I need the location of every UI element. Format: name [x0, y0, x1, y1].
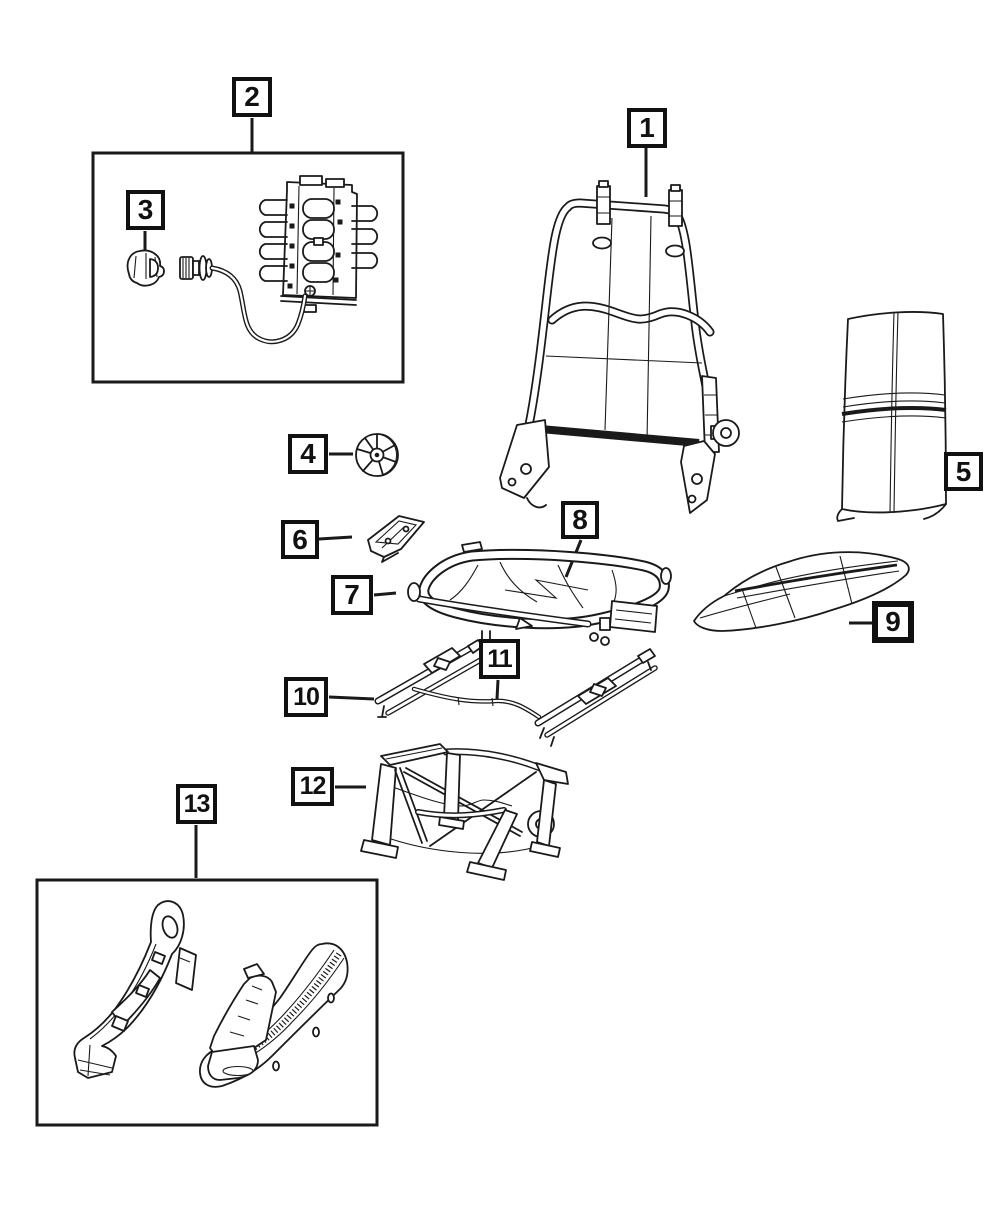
part-12-riser: [361, 744, 568, 880]
callout-12[interactable]: [291, 767, 334, 806]
callout-7[interactable]: [331, 575, 373, 615]
callout-10-label: 10: [293, 682, 319, 711]
callout-8-label: 8: [572, 504, 588, 535]
callout-11-label: 11: [487, 644, 512, 673]
callout-2-label: 2: [244, 81, 260, 112]
callout-12-label: 12: [299, 772, 326, 800]
callout-4-label: 4: [300, 438, 316, 469]
callout-8[interactable]: [561, 501, 599, 539]
callout-10[interactable]: [284, 677, 328, 717]
part-1-seat-back-frame: [500, 181, 739, 513]
part-4-adjuster-wheel: [356, 434, 398, 476]
callout-2[interactable]: [232, 77, 272, 117]
lumbar-element-mat: [260, 176, 377, 312]
part-6-bracket: [368, 516, 424, 562]
callout-4[interactable]: [288, 434, 328, 474]
callout-3[interactable]: [126, 190, 165, 230]
callout-1-label: 1: [639, 112, 655, 143]
lumbar-knob: [128, 250, 165, 285]
part-5-seat-back-panel: [837, 312, 946, 521]
part-13-shield-kit: [37, 880, 377, 1125]
part-10-seat-track-right: [538, 649, 655, 746]
shield-right: [200, 943, 348, 1087]
part-2-lumbar-kit: [93, 153, 403, 382]
part-7-seat-cushion-frame: [408, 542, 671, 646]
leader-lines: [145, 118, 943, 878]
callout-3-label: 3: [137, 194, 154, 225]
callout-13-label: 13: [183, 789, 210, 818]
callout-1[interactable]: [627, 108, 667, 148]
callout-7-label: 7: [344, 579, 360, 610]
part-11-connecting-rod: [414, 689, 539, 717]
callout-5[interactable]: [944, 452, 983, 491]
part-10-seat-track-left: [378, 640, 484, 717]
shield-left: [74, 901, 196, 1078]
callout-5-label: 5: [955, 455, 972, 487]
callout-9[interactable]: [872, 601, 914, 643]
callout-11[interactable]: [479, 639, 520, 679]
callout-13[interactable]: [176, 784, 217, 824]
callout-9-label: 9: [885, 606, 901, 637]
callout-6-label: 6: [292, 523, 308, 555]
callout-6[interactable]: [281, 520, 319, 559]
